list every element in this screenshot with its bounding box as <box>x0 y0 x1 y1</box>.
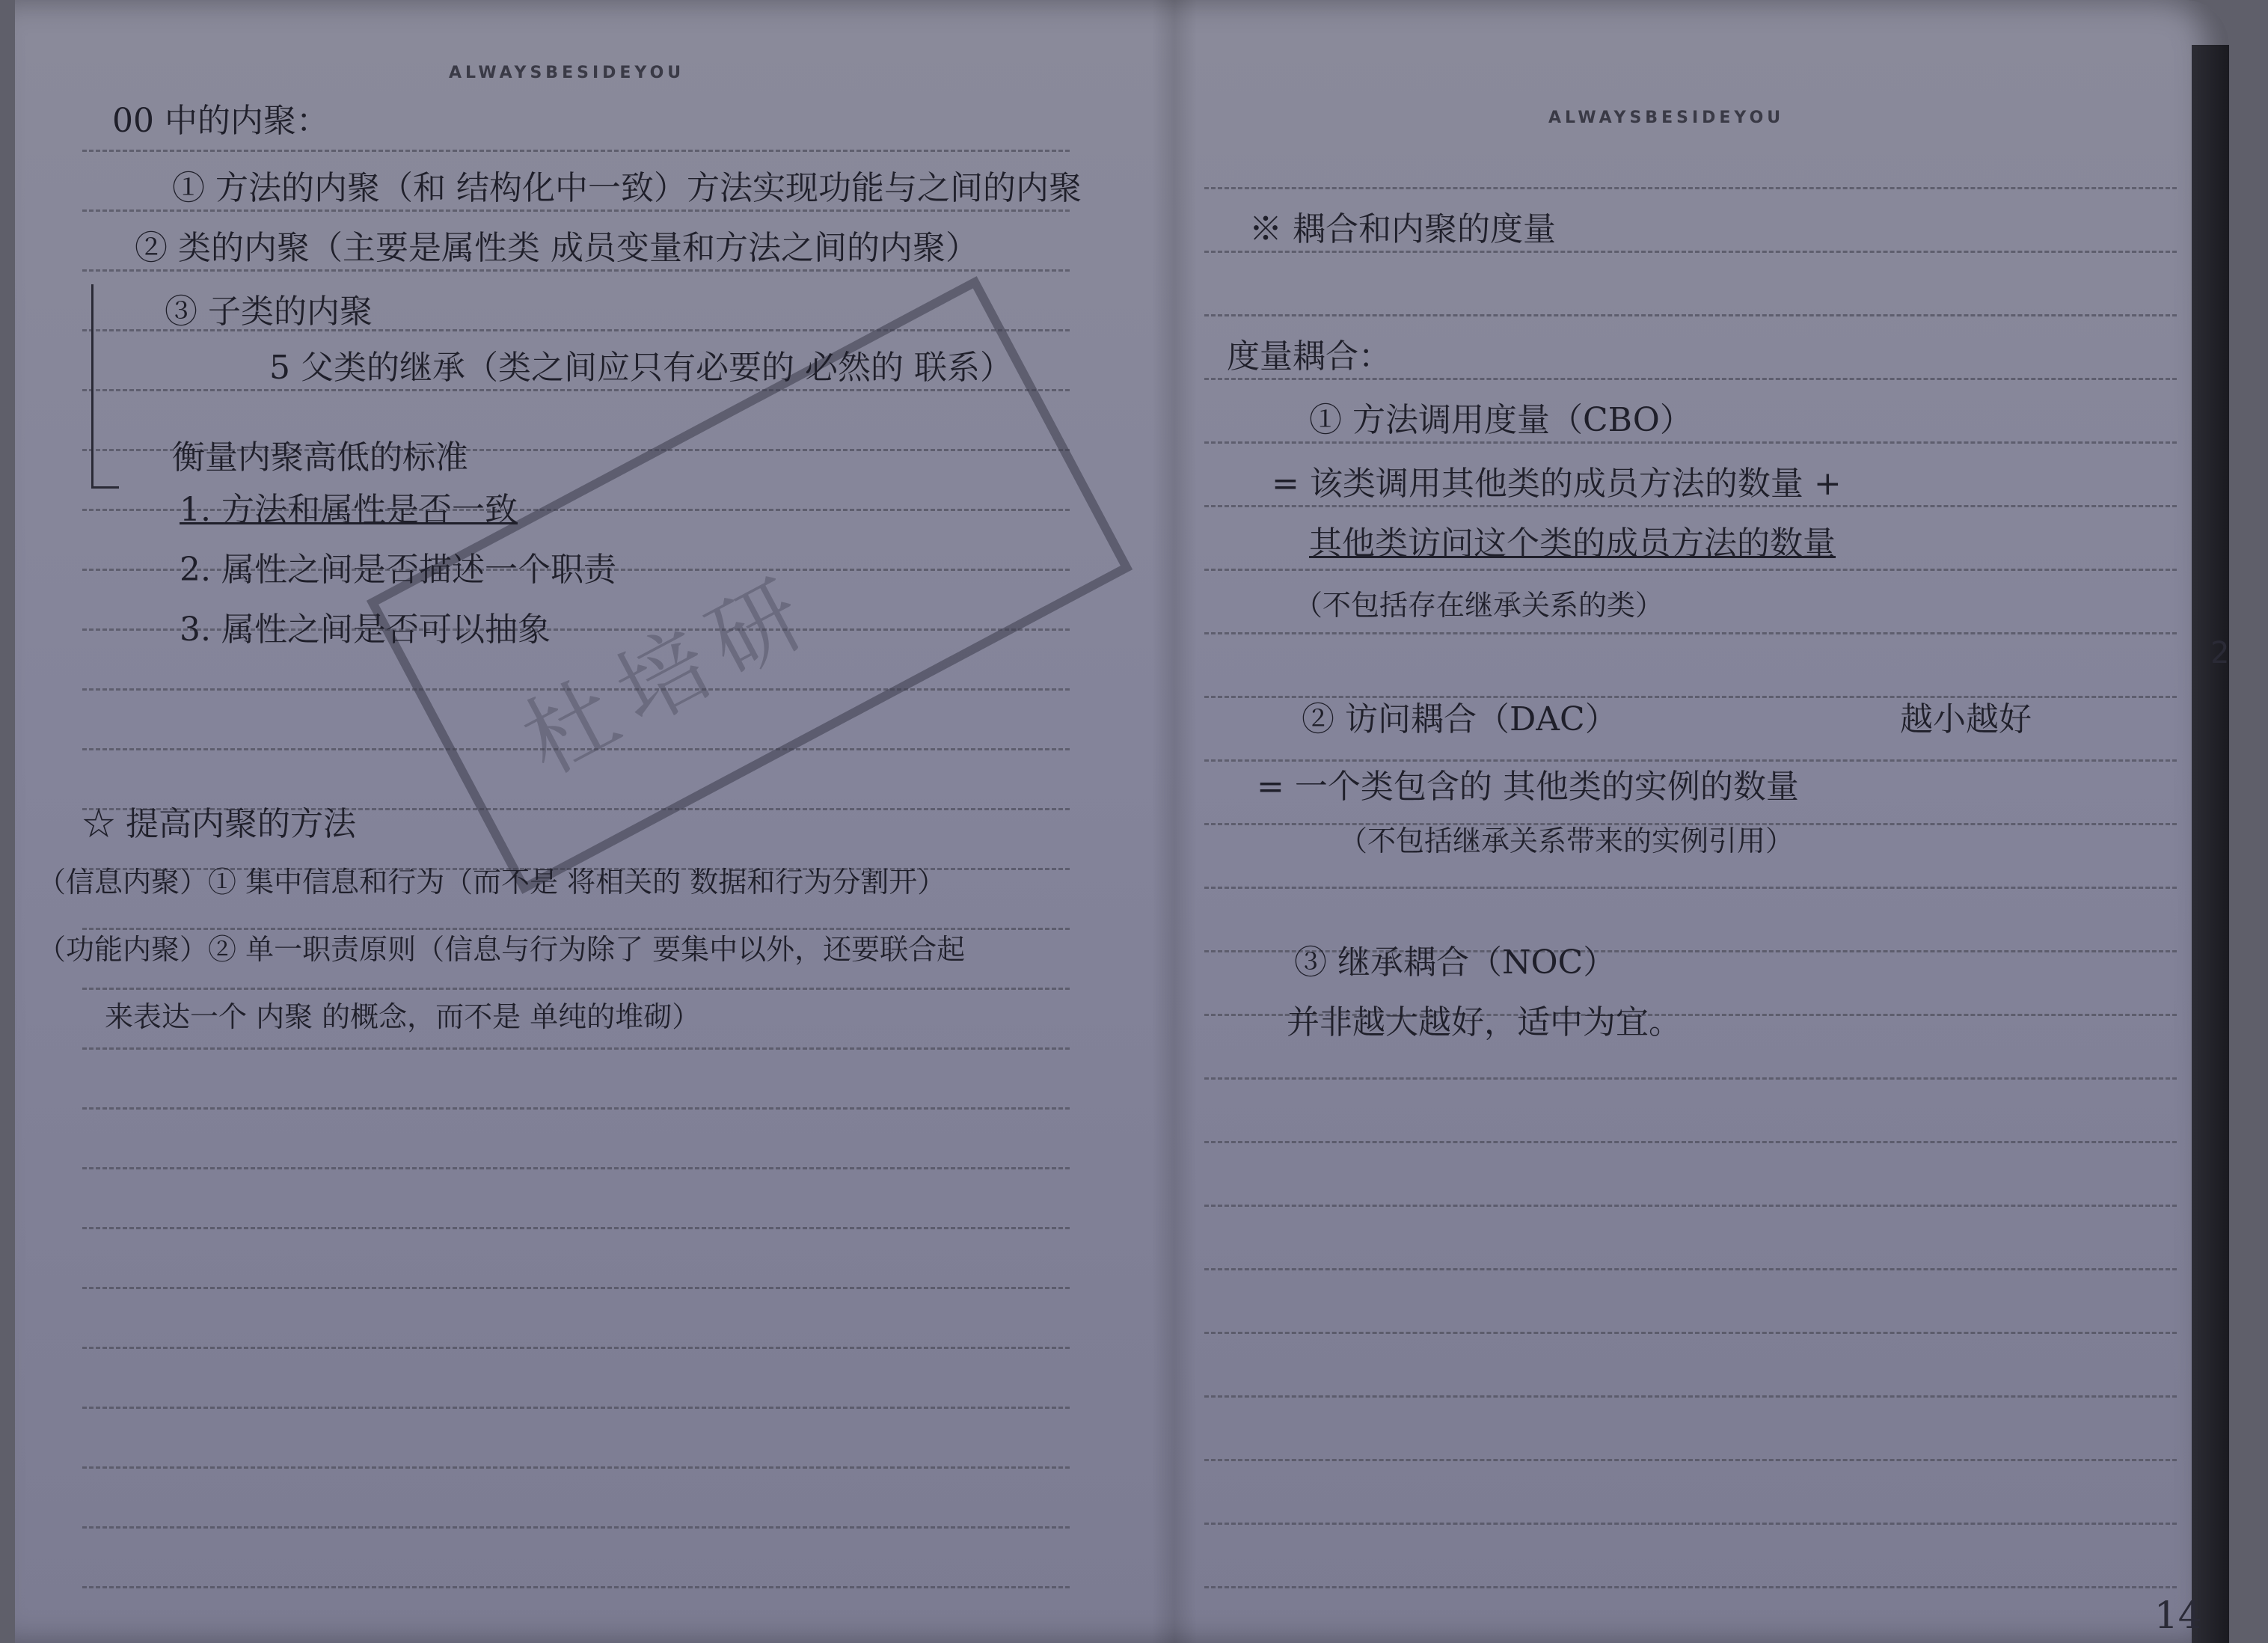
note-line: ② 访问耦合（DAC） <box>1302 700 1618 738</box>
note-line: = 该类调用其他类的成员方法的数量 + <box>1272 465 1842 503</box>
note-line: 1. 方法和属性是否一致 <box>180 491 518 529</box>
note-line: ☆ 提高内聚的方法 <box>82 805 356 843</box>
note-line: 来表达一个 内聚 的概念，而不是 单纯的堆砌） <box>105 1000 701 1033</box>
note-line: 越小越好 <box>1900 700 2032 738</box>
notebook-cover-edge <box>2192 45 2229 1643</box>
margin-mark: 2 <box>2210 636 2230 670</box>
right-page <box>1204 0 2177 1643</box>
left-page <box>37 0 1082 1643</box>
brand-header-left: ALWAYSBESIDEYOU <box>449 64 685 82</box>
note-line: 2. 属性之间是否描述一个职责 <box>180 551 616 589</box>
brand-header-right: ALWAYSBESIDEYOU <box>1548 108 1785 127</box>
note-line: ③ 继承耦合（NOC） <box>1294 943 1616 982</box>
note-line: ③ 子类的内聚 <box>165 293 373 331</box>
note-line: ① 方法调用度量（CBO） <box>1309 401 1693 439</box>
right-heading: ※ 耦合和内聚的度量 <box>1249 210 1556 248</box>
note-line: 5 父类的继承（类之间应只有必要的 必然的 联系） <box>269 349 1013 387</box>
note-line: （不包括继承关系带来的实例引用） <box>1339 824 1795 857</box>
note-line: 衡量内聚高低的标准 <box>172 438 468 477</box>
stamp-text: 杜培研 <box>507 555 834 795</box>
note-line: ② 类的内聚（主要是属性类 成员变量和方法之间的内聚） <box>135 229 978 267</box>
left-heading: 00 中的内聚： <box>112 102 329 140</box>
note-line: 度量耦合： <box>1227 337 1391 376</box>
note-line: ① 方法的内聚（和 结构化中一致）方法实现功能与之间的内聚 <box>172 169 1082 207</box>
note-line: （功能内聚）② 单一职责原则（信息与行为除了 要集中以外，还要联合起 <box>37 933 966 966</box>
note-line: 3. 属性之间是否可以抽象 <box>180 611 551 649</box>
note-line: 其他类访问这个类的成员方法的数量 <box>1309 524 1836 563</box>
note-line: = 一个类包含的 其他类的实例的数量 <box>1257 768 1799 806</box>
notebook-spine <box>1152 0 1197 1643</box>
note-line: （不包括存在继承关系的类） <box>1294 589 1664 622</box>
note-line: （信息内聚）① 集中信息和行为（而不是 将相关的 数据和行为分割开） <box>37 866 946 899</box>
notebook-spread <box>15 0 2229 1643</box>
page-number: 14 <box>2154 1594 2202 1637</box>
bracket-arrow <box>91 284 119 489</box>
note-line: 并非越大越好，适中为宜。 <box>1287 1003 1682 1041</box>
